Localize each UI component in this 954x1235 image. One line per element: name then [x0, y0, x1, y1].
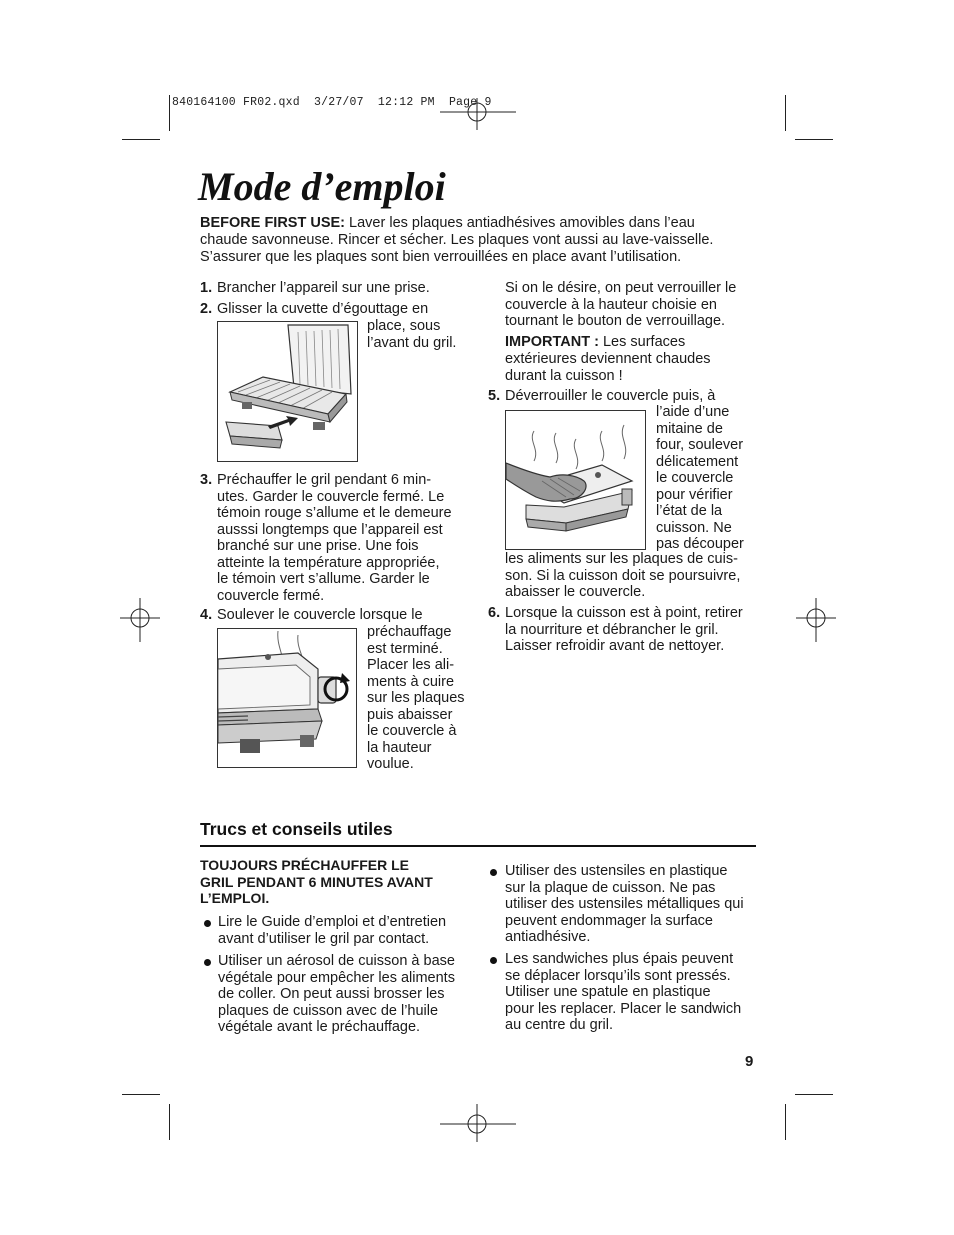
tip-item: Utiliser un aérosol de cuisson à base végétale pour empêcher les aliments de coller. On peut aussi brosser les plaques de cuisson avec de l’huile végétale avant le préchauffage.: [218, 953, 455, 1035]
step-text: Déverrouiller le couvercle puis, à: [505, 388, 716, 404]
tips-section-title: Trucs et conseils utiles: [200, 819, 393, 839]
tip-item: Les sandwiches plus épais peuvent se déplacer lorsqu’ils sont pressés. Utiliser une spatule en plastique pour les replacer. Placer le sandwich au centre du gril.: [505, 951, 742, 1033]
bullet-dot: [490, 869, 497, 876]
important-text: Les surfaces: [598, 334, 686, 350]
step-text: Soulever le couvercle lorsque le: [217, 607, 423, 623]
intro-line: S’assurer que les plaques sont bien verrouillées en place avant l’utilisation.: [200, 249, 682, 265]
crop-mark: [169, 1104, 170, 1140]
step-number: 6.: [488, 605, 501, 621]
step-text: Glisser la cuvette d’égouttage en: [217, 301, 429, 317]
step-text: Préchauffer le gril pendant 6 min- utes. Garder le couvercle fermé. Le témoin rouge s’allume et le demeure ausssi longtemps que l’appareil est branché sur une prise. Une fois atteinte la température appropriée, le témoin vert s’allume. Garder le couvercle fermé.: [217, 472, 452, 604]
bullet-dot: [204, 959, 211, 966]
crop-mark: [795, 139, 833, 140]
step-number: 1.: [200, 280, 213, 296]
crop-mark: [785, 1104, 786, 1140]
step-number: 5.: [488, 388, 501, 404]
grill-lock-knob-illustration: [217, 628, 357, 768]
bullet-dot: [204, 920, 211, 927]
registration-mark-bottom: [440, 1104, 516, 1144]
crop-mark: [169, 95, 170, 131]
tip-item: Utiliser des ustensiles en plastique sur la plaque de cuisson. Ne pas utiliser des ustensiles métalliques qui peuvent endommager la surface antiadhésive.: [505, 863, 744, 945]
step-number: 2.: [200, 301, 213, 317]
important-label: IMPORTANT :: [505, 334, 599, 350]
step-number: 4.: [200, 607, 213, 623]
grill-drip-tray-illustration: [217, 321, 358, 462]
registration-mark-left: [120, 598, 160, 642]
bullet-dot: [490, 957, 497, 964]
step-text-side: l’aide d’une mitaine de four, soulever délicatement le couvercle pour vérifier l’état de la cuisson. Ne pas découper: [656, 404, 744, 552]
step-text-side: préchauffage est terminé. Placer les ali- ments à cuire sur les plaques puis abaisser le couvercle à la hauteur voulue.: [367, 624, 465, 772]
intro-label: BEFORE FIRST USE:: [200, 215, 346, 231]
tips-bold-heading: TOUJOURS PRÉCHAUFFER LE GRIL PENDANT 6 MINUTES AVANT L’EMPLOI.: [200, 857, 433, 906]
crop-mark: [122, 1094, 160, 1095]
oven-mitt-illustration: [505, 410, 646, 550]
step-text: Lorsque la cuisson est à point, retirer la nourriture et débrancher le gril. Laisser refroidir avant de nettoyer.: [505, 605, 743, 654]
step-text-side: place, sous l’avant du gril.: [367, 318, 457, 351]
step-text: Brancher l’appareil sur une prise.: [217, 280, 430, 296]
page-title: Mode d’emploi: [198, 164, 446, 209]
step-4-continuation: Si on le désire, on peut verrouiller le couvercle à la hauteur choisie en tournant le bouton de verrouillage.: [505, 280, 737, 329]
crop-mark: [122, 139, 160, 140]
important-note-rest: extérieures deviennent chaudes durant la cuisson !: [505, 351, 711, 384]
intro-paragraph: [200, 215, 760, 266]
page-number: 9: [745, 1053, 754, 1070]
intro-line: chaude savonneuse. Rincer et sécher. Les plaques vont aussi au lave-vaisselle.: [200, 232, 714, 248]
step-text-after: les aliments sur les plaques de cuis- son. Si la cuisson doit se poursuivre, abaisser le couvercle.: [505, 551, 741, 600]
registration-mark-right: [796, 598, 836, 642]
important-note: [505, 334, 685, 351]
section-divider: [200, 845, 756, 847]
tip-item: Lire le Guide d’emploi et d’entretien avant d’utiliser le gril par contact.: [218, 914, 447, 947]
step-number: 3.: [200, 472, 213, 488]
intro-line: Laver les plaques antiadhésives amovibles dans l’eau: [345, 215, 695, 231]
crop-mark: [785, 95, 786, 131]
crop-mark: [795, 1094, 833, 1095]
file-slug: 840164100 FR02.qxd 3/27/07 12:12 PM Page 9: [172, 96, 492, 109]
